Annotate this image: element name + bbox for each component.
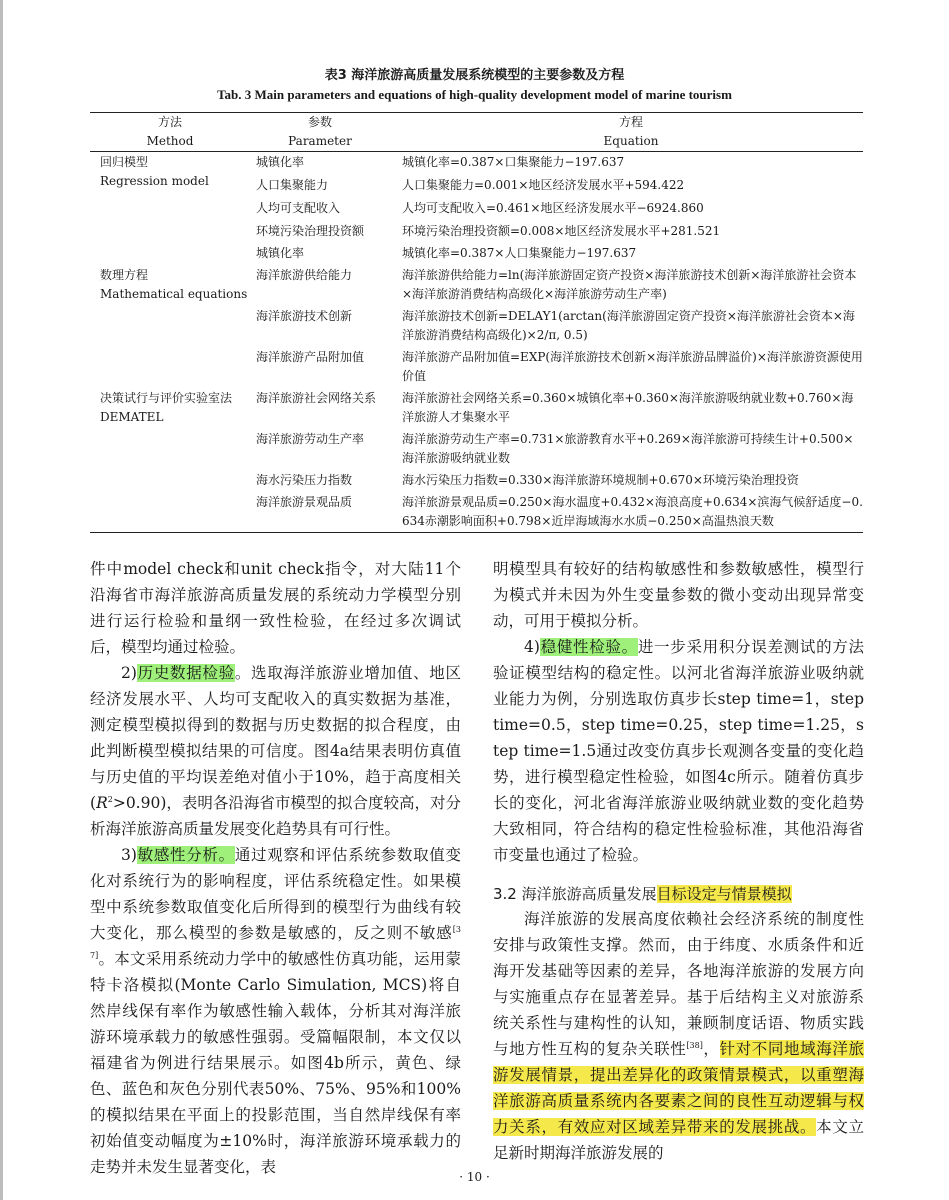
- table-equation: 海洋旅游产品附加值=EXP(海洋旅游技术创新×海洋旅游品牌溢价)×海洋旅游资源使用价值: [402, 350, 863, 383]
- table-equation: 海洋旅游劳动生产率=0.731×旅游教育水平+0.269×海洋旅游可持续生计+0.500×海洋旅游吸纳就业数: [402, 432, 854, 465]
- paragraph-text: ，: [702, 1040, 720, 1058]
- right-paragraph-2: [493, 634, 864, 868]
- table-param: 城镇化率: [256, 246, 305, 260]
- header-equation: [400, 113, 862, 151]
- table-param: 海水污染压力指数: [256, 473, 353, 487]
- table-equation: 海洋旅游社会网络关系=0.360×城镇化率+0.360×海洋旅游吸纳就业数+0.760×海洋旅游人才集聚水平: [402, 391, 854, 424]
- right-paragraph-3: [493, 906, 864, 1166]
- table-equation: 人均可支配收入=0.461×地区经济发展水平−6924.860: [402, 201, 704, 215]
- paragraph-text: 本文立足新时期海洋旅游发展的: [493, 1118, 864, 1162]
- table-param: 海洋旅游技术创新: [256, 309, 353, 323]
- page-edge: [0, 0, 3, 1200]
- table-param: 人均可支配收入: [256, 201, 341, 215]
- header-parameter: [255, 113, 385, 151]
- highlight-policy-scenario: 针对不同地域海洋旅游发展情景，提出差异化的政策情景模式，以重塑海洋旅游高质量系统内各要素之间的良性互动逻辑与权力关系，有效应对区域差异带来的发展挑战。: [493, 1040, 864, 1136]
- header-param-cn: 参数: [307, 115, 332, 129]
- left-paragraph-3: [90, 842, 461, 1180]
- left-paragraph-1: 件中model check和unit check指令，对大陆11个沿海省市海洋旅游高质量发展的系统动力学模型分别进行运行检验和量纲一致性检验，在经过多次调试后，模型均通过检验。: [90, 560, 461, 656]
- table-equation: 人口集聚能力=0.001×地区经济发展水平+594.422: [402, 178, 685, 192]
- item-number: 4): [524, 638, 540, 656]
- table-param: 海洋旅游供给能力: [256, 268, 353, 282]
- method-group-cn: 数理方程: [100, 268, 149, 282]
- table-equation: 海洋旅游供给能力=ln(海洋旅游固定资产投资×海洋旅游技术创新×海洋旅游社会资本×海洋旅游消费结构高级化×海洋旅游劳动生产率): [402, 268, 857, 301]
- header-eq-cn: 方程: [618, 115, 643, 129]
- header-method-en: Method: [146, 134, 194, 148]
- method-group-dematel: [100, 389, 232, 427]
- right-column-bottom: [493, 906, 864, 1166]
- highlight-history-check: 历史数据检验: [136, 664, 235, 682]
- table-param: 环境污染治理投资额: [256, 224, 365, 238]
- method-group-cn: 回归模型: [100, 155, 149, 169]
- table-equation: 海洋旅游景观品质=0.250×海水温度+0.432×海浪高度+0.634×滨海气候舒适度−0.634赤潮影响面积+0.798×近岸海域海水水质−0.250×高温热浪天数: [402, 495, 863, 528]
- table-param: 海洋旅游景观品质: [256, 495, 353, 509]
- method-group-mathematical: [100, 266, 247, 304]
- table-param: 城镇化率: [256, 155, 305, 169]
- paragraph-text: 海洋旅游的发展高度依赖社会经济系统的制度性安排与政策性支撑。然而，由于纬度、水质条件和近海开发基础等因素的差异，各地海洋旅游的发展方向与实施重点存在显著差异。基于后结构主义对旅游系统关系性与建构性的认知，兼顾制度话语、物质实践与地方性互构的复杂关联性: [493, 910, 864, 1058]
- left-column: [90, 556, 461, 1180]
- paragraph-text: 通过观察和评估系统参数取值变化对系统行为的影响程度，评估系统稳定性。如果模型中系统参数取值变化后所得到的模型行为曲线有较大变化，那么模型的参数是敏感的，反之则不敏感: [90, 846, 461, 942]
- citation: [38]: [686, 1040, 703, 1050]
- table-equation: 城镇化率=0.387×人口集聚能力−197.637: [402, 246, 637, 260]
- table-equation: 城镇化率=0.387×口集聚能力−197.637: [402, 155, 625, 169]
- method-group-cn: 决策试行与评价实验室法: [100, 391, 233, 405]
- header-method-cn: 方法: [157, 115, 182, 129]
- paragraph-text: >0.90)，表明各沿海省市模型的拟合度较高，对分析海洋旅游高质量发展变化趋势具有可行性。: [90, 794, 461, 838]
- citation: [37]: [90, 924, 461, 960]
- left-paragraph-2: [90, 660, 461, 842]
- table-param: 海洋旅游劳动生产率: [256, 432, 365, 446]
- right-paragraph-1: 明模型具有较好的结构敏感性和参数敏感性，模型行为模式并未因为外生变量参数的微小变动出现异常变动，可用于模拟分析。: [493, 560, 864, 630]
- table-param: 人口集聚能力: [256, 178, 329, 192]
- header-eq-en: Equation: [603, 134, 659, 148]
- highlight-robustness: 稳健性检验。: [539, 638, 638, 656]
- table-equation: 海洋旅游技术创新=DELAY1(arctan(海洋旅游固定资产投资×海洋旅游社会资本×海洋旅游消费结构高级化)×2/π, 0.5): [402, 309, 855, 342]
- paragraph-text: 。选取海洋旅游业增加值、地区经济发展水平、人均可支配收入的真实数据为基准，测定模型模拟得到的数据与历史数据的拟合程度，由此判断模型模拟结果的可信度。图4a结果表明仿真值与历史值的平均误差绝对值小于10%，趋于高度相关(: [90, 664, 461, 812]
- table-equation: 海水污染压力指数=0.330×海洋旅游环境规制+0.670×环境污染治理投资: [402, 473, 799, 487]
- header-method: [100, 113, 240, 151]
- section-title: 3.2 海洋旅游高质量发展: [493, 885, 657, 903]
- method-group-en: DEMATEL: [100, 410, 164, 424]
- method-group-regression: [100, 153, 209, 191]
- table-caption-en: Tab. 3 Main parameters and equations of high-quality development model of marine tourism: [217, 87, 732, 102]
- item-number: 2): [121, 664, 137, 682]
- section-heading: [493, 883, 792, 904]
- right-column-top: [493, 556, 864, 868]
- table-equation: 环境污染治理投资额=0.008×地区经济发展水平+281.521: [402, 224, 721, 238]
- method-group-en: Mathematical equations: [100, 287, 248, 301]
- paragraph-text: 进一步采用积分误差测试的方法验证模型结构的稳定性。以河北省海洋旅游业吸纳就业能力为例，分别选取仿真步长step time=1，step time=0.5，step time=0.25，step time=1.25，step time=1.5通过改变仿真步长观测各变量的变化趋势，进行模型稳定性检验，如图4c所示。随着仿真步长的变化，河北省海洋旅游业吸纳就业数的变化趋势大致相同，符合结构的稳定性检验标准，其他沿海省市变量也通过了检验。: [493, 638, 864, 864]
- table-caption-cn: 表3 海洋旅游高质量发展系统模型的主要参数及方程: [324, 68, 625, 83]
- highlight-section-title: 目标设定与情景模拟: [656, 885, 792, 903]
- r-exponent: 2: [107, 794, 113, 804]
- highlight-sensitivity: 敏感性分析。: [136, 846, 235, 864]
- paragraph-text: 。本文采用系统动力学中的敏感性仿真功能，运用蒙特卡洛模拟(Monte Carlo Simulation, MCS)将自然岸线保有率作为敏感性输入载体，分析其对海洋旅游环境承载力的敏感性强弱。受篇幅限制，本文仅以福建省为例进行结果展示。如图4b所示，黄色、绿色、蓝色和灰色分别代表50%、75%、95%和100%的模拟结果在平面上的投影范围，当自然岸线保有率初始值变动幅度为±10%时，海洋旅游环境承载力的走势并未发生显著变化，表: [90, 950, 461, 1176]
- method-group-en: Regression model: [100, 174, 209, 188]
- table-header-rule: [90, 151, 863, 152]
- table-param: 海洋旅游社会网络关系: [256, 391, 377, 405]
- table-param: 海洋旅游产品附加值: [256, 350, 365, 364]
- page-number: · 10 ·: [459, 1170, 490, 1184]
- r-symbol: R: [96, 794, 108, 812]
- item-number: 3): [121, 846, 137, 864]
- header-param-en: Parameter: [288, 134, 352, 148]
- table-bottom-rule: [90, 532, 863, 533]
